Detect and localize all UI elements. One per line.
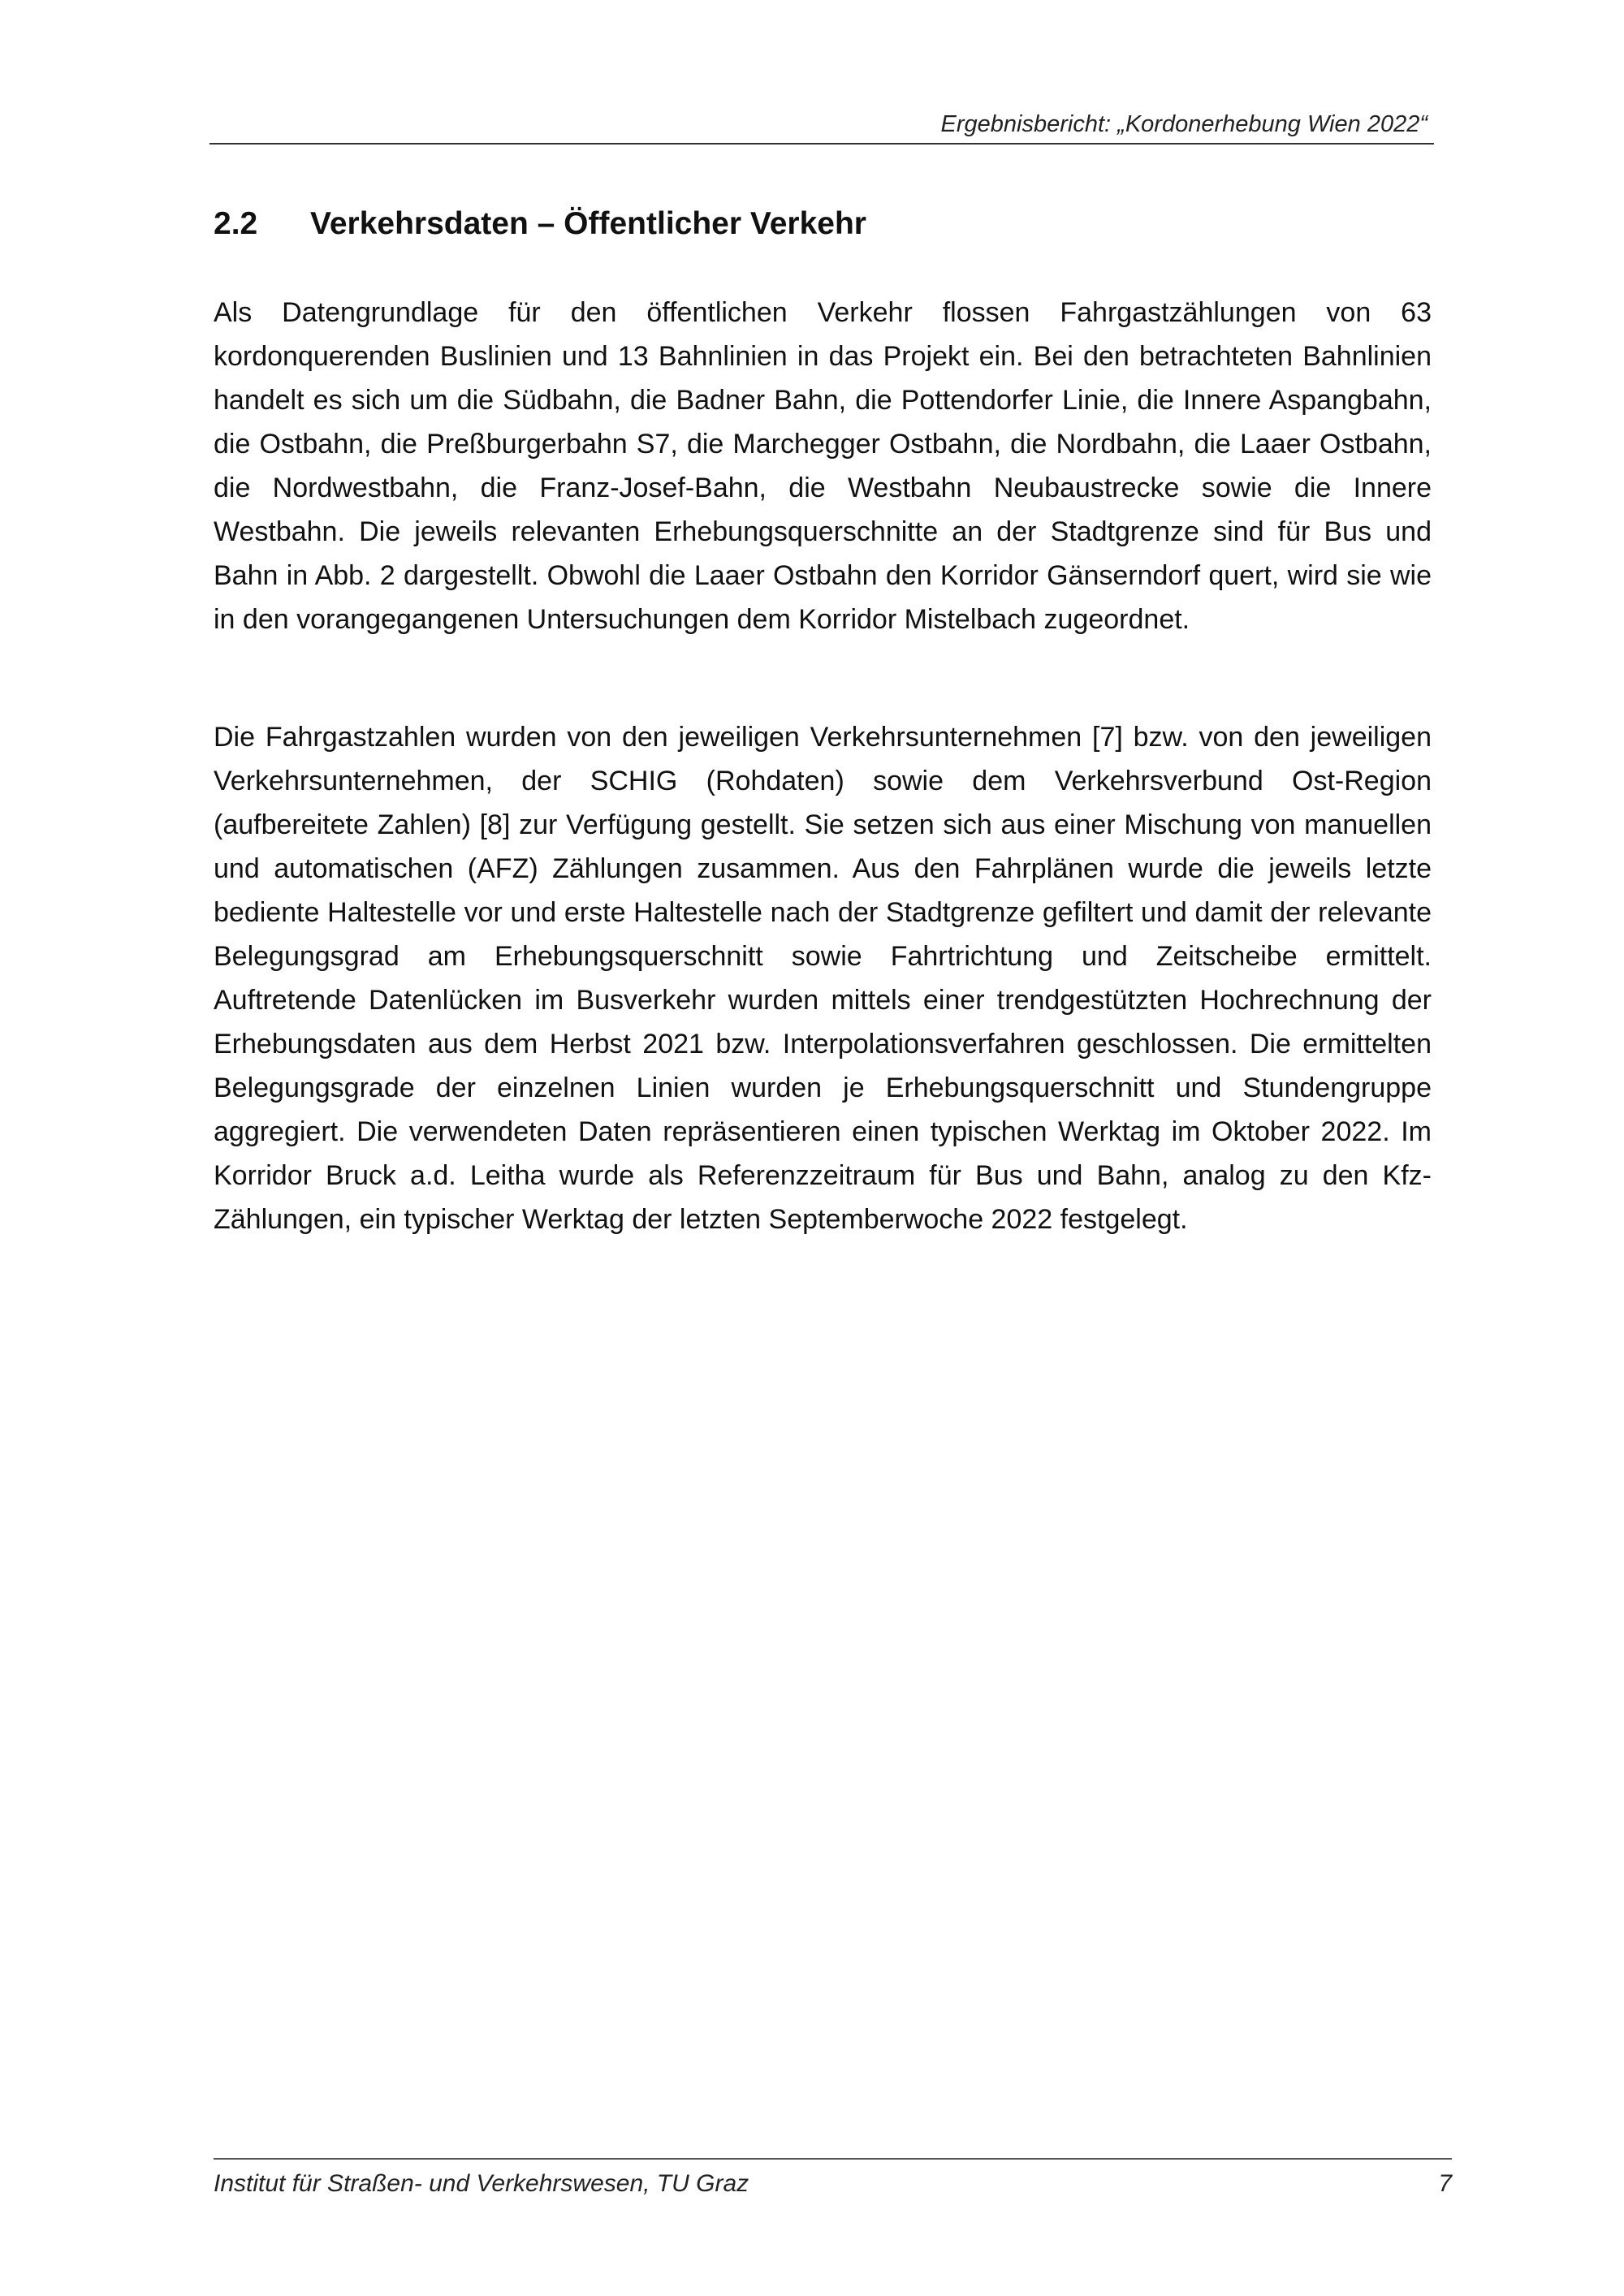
body-paragraph: Die Fahrgastzahlen wurden von den jeweiligen Verkehrsunternehmen [7] bzw. von den jeweiligen Verkehrsunternehmen, der SCHIG (Rohdaten) sowie dem Verkehrsverbund Ost-Region (aufbereitete Zahlen) [8] zur Verfügung gestellt. Sie setzen sich aus einer Mischung von manuellen und automatischen (AFZ) Zählungen zusammen. Aus den Fahrplänen wurde die jeweils letzte bediente Haltestelle vor und erste Haltestelle nach der Stadtgrenze gefiltert und damit der relevante Belegungsgrad am Erhebungsquerschnitt sowie Fahrtrichtung und Zeitscheibe ermittelt. Auftretende Datenlücken im Busverkehr wurden mittels einer trendgestützten Hochrechnung der Erhebungsdaten aus dem Herbst 2021 bzw. Interpolationsverfahren geschlossen. Die ermittelten Belegungsgrade der einzelnen Linien wurden je Erhebungsquerschnitt und Stundengruppe aggregiert. Die verwendeten Daten repräsentieren einen typischen Werktag im Oktober 2022. Im Korridor Bruck a.d. Leitha wurde als Referenzzeitraum für Bus und Bahn, analog zu den Kfz-Zählungen, ein typischer Werktag der letzten Septemberwoche 2022 festgelegt. [214,722,1432,1235]
section-number: 2.2 [214,206,258,241]
section-title: Verkehrsdaten – Öffentlicher Verkehr [310,206,866,241]
header-divider [209,143,1434,145]
body-paragraph: Als Datengrundlage für den öffentlichen Verkehr flossen Fahrgastzählungen von 63 kordonquerenden Buslinien und 13 Bahnlinien in das Projekt ein. Bei den betrachteten Bahnlinien handelt es sich um die Südbahn, die Badner Bahn, die Pottendorfer Linie, die Innere Aspangbahn, die Ostbahn, die Preßburgerbahn S7, die Marchegger Ostbahn, die Nordbahn, die Laaer Ostbahn, die Nordwestbahn, die Franz-Josef-Bahn, die Westbahn Neubaustrecke sowie die Innere Westbahn. Die jeweils relevanten Erhebungsquerschnitte an der Stadtgrenze sind für Bus und Bahn in Abb. 2 dargestellt. Obwohl die Laaer Ostbahn den Korridor Gänserndorf quert, wird sie wie in den vorangegangenen Untersuchungen dem Korridor Mistelbach zugeordnet. [214,297,1432,635]
page-number: 7 [1438,2170,1452,2197]
section-heading [214,205,866,244]
footer-divider [214,2158,1452,2160]
running-header: Ergebnisbericht: „Kordonerhebung Wien 2022“ [940,111,1427,137]
footer-institution: Institut für Straßen- und Verkehrswesen, TU Graz [214,2170,749,2197]
